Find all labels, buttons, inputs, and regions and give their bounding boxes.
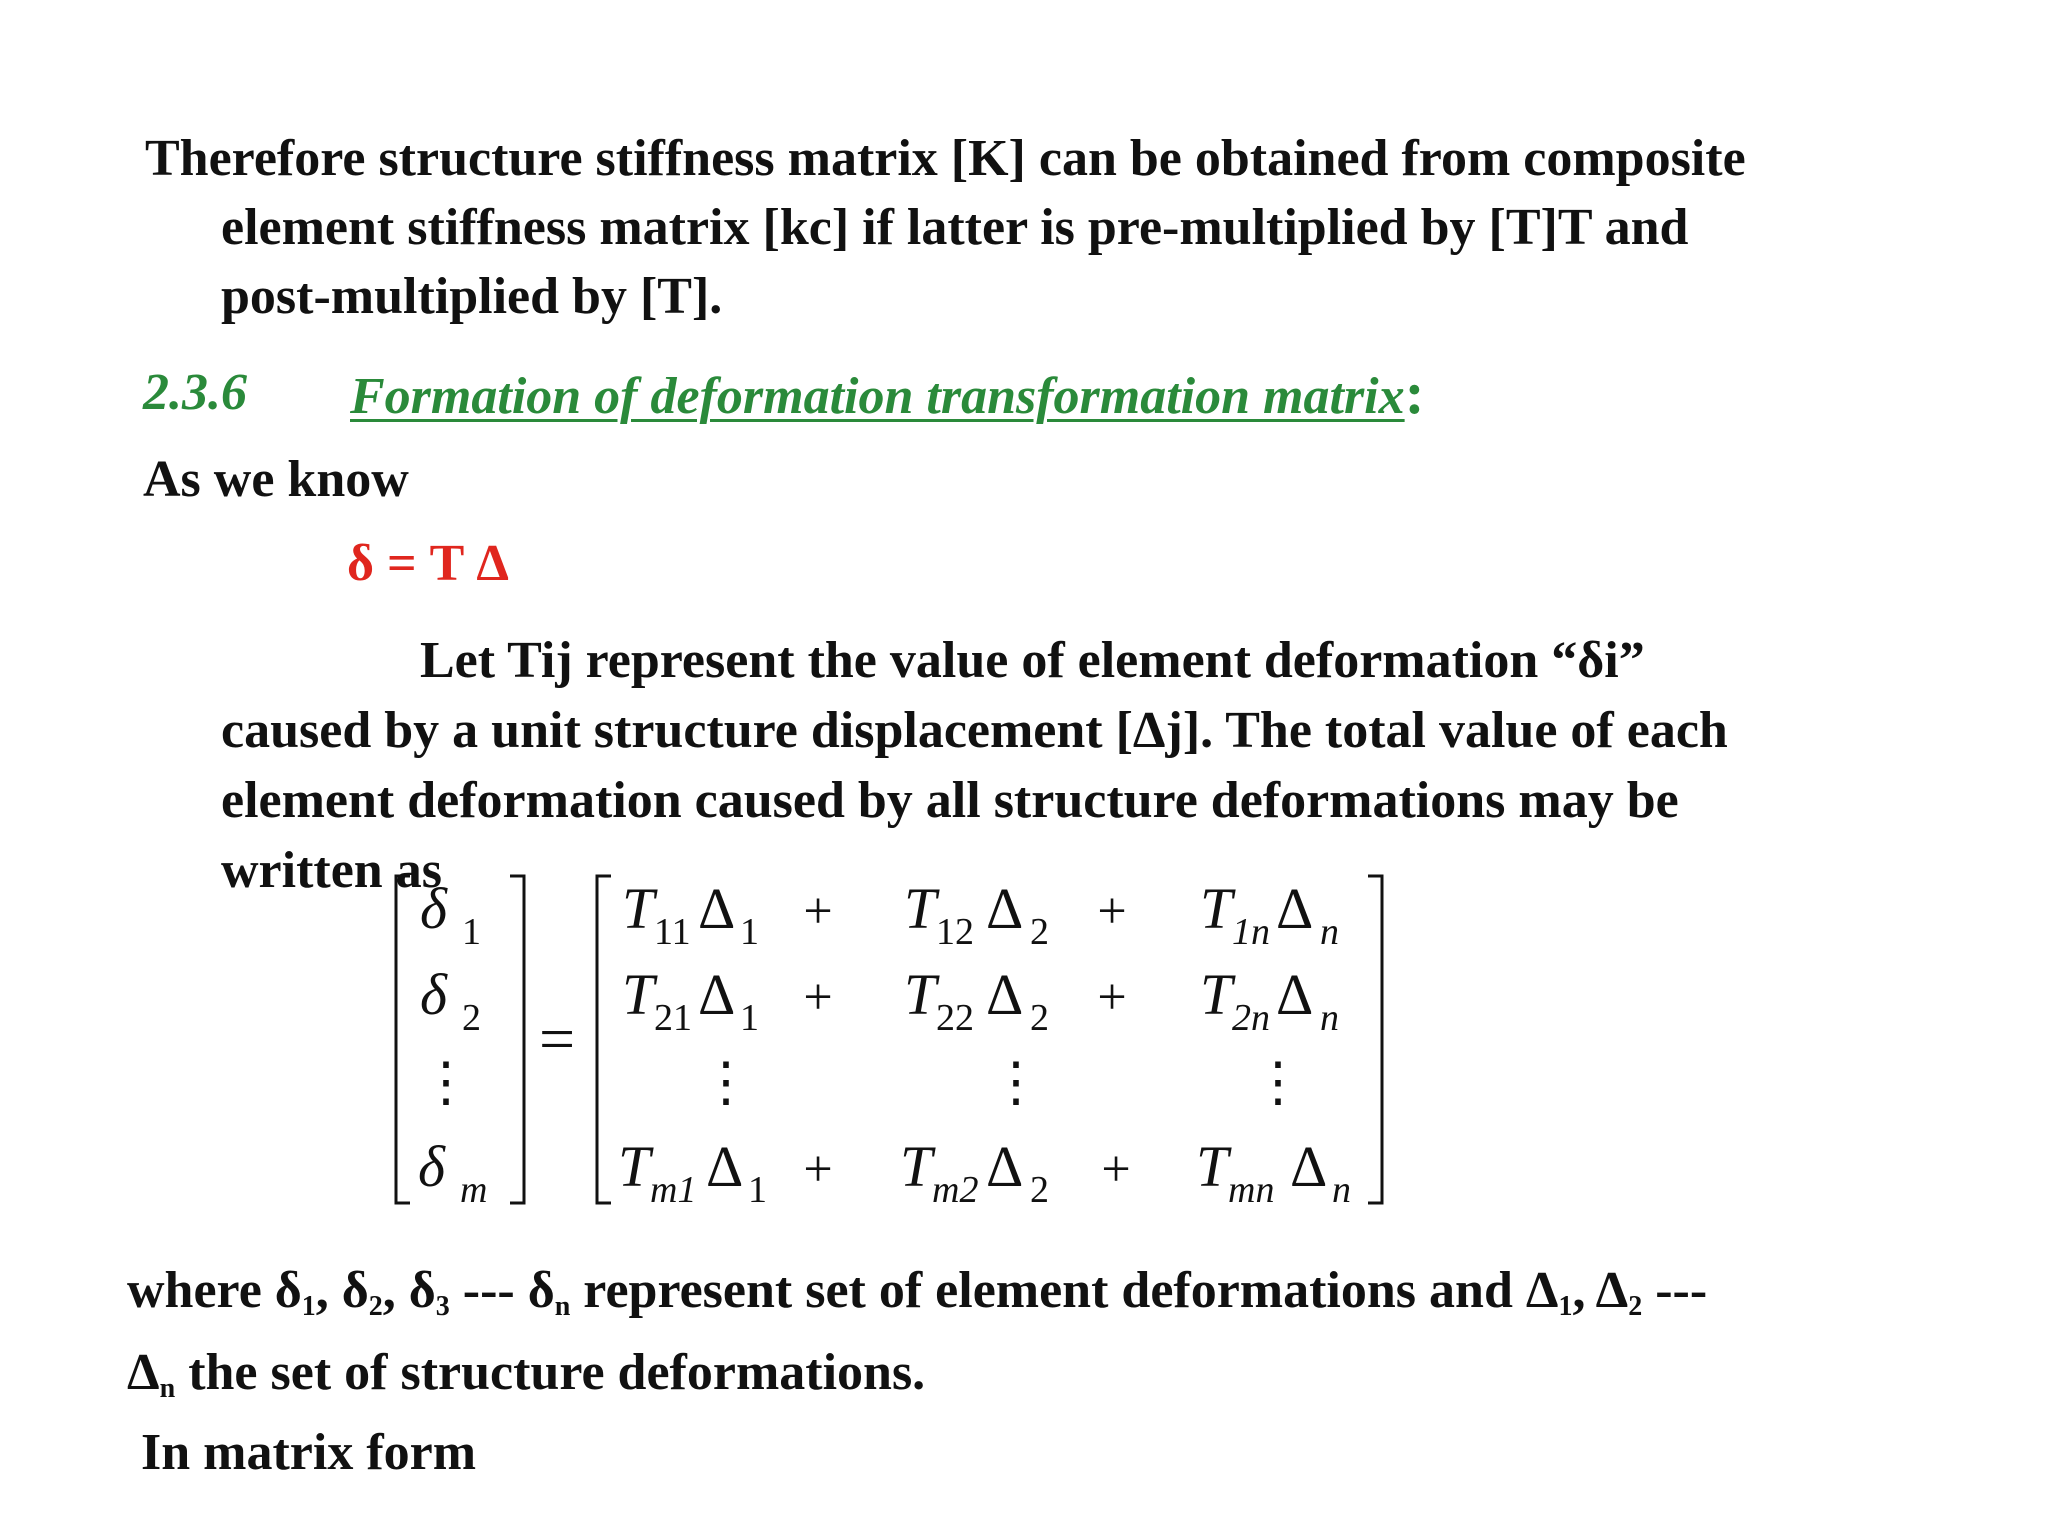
lhs-sub-m: m (460, 1169, 488, 1211)
svg-text:T: T (900, 1134, 933, 1199)
para2-line3: element deformation caused by all structure deformations may be (221, 772, 1679, 829)
vdots-col-1: ⋮ (699, 1052, 753, 1112)
rhs-right-bracket (1368, 876, 1382, 1203)
svg-text:+: + (1101, 1141, 1131, 1198)
svg-text:n: n (1332, 1169, 1351, 1211)
svg-text:Δ: Δ (698, 876, 736, 941)
svg-text:T: T (904, 962, 937, 1027)
para2-line1: Let Tij represent the value of element deformation “δi” (420, 632, 1645, 689)
svg-text:1: 1 (740, 911, 759, 953)
svg-text:Δ: Δ (1290, 1134, 1328, 1199)
svg-text:+: + (803, 1141, 833, 1198)
svg-text:1: 1 (748, 1169, 767, 1211)
svg-text:12: 12 (936, 911, 974, 953)
lhs-delta-m: δ (418, 1134, 445, 1199)
lhs-left-bracket (396, 876, 410, 1203)
matrix-row-2 (622, 962, 1339, 1039)
svg-text:11: 11 (654, 911, 691, 953)
svg-text:n: n (1320, 911, 1339, 953)
svg-text:+: + (803, 969, 833, 1026)
svg-text:2: 2 (1030, 911, 1049, 953)
svg-text:T: T (622, 876, 655, 941)
para1-line1: Therefore structure stiffness matrix [K] can be obtained from composite (145, 130, 1746, 187)
svg-text:Δ: Δ (1276, 876, 1314, 941)
svg-text:T: T (1200, 962, 1233, 1027)
para3-line1: where $\delta_1$, $\delta_2$, $\delta_3$ --- $\delta_n$ represent set of element deformations and $\Delta_1$, $\Delta_2$ --- (127, 1262, 1708, 1322)
svg-text:+: + (1097, 969, 1127, 1026)
lhs-sub-2: 2 (462, 997, 481, 1039)
svg-text:1: 1 (740, 997, 759, 1039)
para3-line2: $\Delta_n$ the set of structure deformations. (127, 1344, 926, 1404)
para2-line2: caused by a unit structure displacement [Δj]. The total value of each (221, 702, 1728, 759)
para1-line3: post-multiplied by [T]. (221, 268, 723, 325)
svg-text:22: 22 (936, 997, 974, 1039)
para1-line2: element stiffness matrix [kc] if latter is pre-multiplied by [T]T and (221, 199, 1689, 256)
svg-text:2: 2 (1030, 997, 1049, 1039)
matrix-row-m (618, 1134, 1351, 1211)
svg-text:Δ: Δ (698, 962, 736, 1027)
svg-text:T: T (904, 876, 937, 941)
para2-line4: written as (221, 842, 442, 899)
as-we-know: As we know (143, 451, 409, 508)
svg-text:+: + (803, 883, 833, 940)
svg-text:1n: 1n (1232, 911, 1270, 953)
section-title-text: Formation of deformation transformation matrix (350, 368, 1405, 425)
svg-text:m1: m1 (650, 1169, 697, 1211)
svg-text:mn: mn (1228, 1169, 1275, 1211)
equation-delta-T-Delta: δ = T Δ (347, 535, 509, 592)
equals-sign: = (538, 1003, 576, 1074)
in-matrix-form: In matrix form (141, 1424, 477, 1481)
matrix-row-1 (622, 876, 1339, 953)
svg-text:Δ: Δ (986, 962, 1024, 1027)
lhs-right-bracket (510, 876, 524, 1203)
rhs-left-bracket (597, 876, 611, 1203)
lhs-delta-2: δ (420, 962, 447, 1027)
section-number: 2.3.6 (143, 364, 247, 421)
svg-text:m2: m2 (932, 1169, 979, 1211)
svg-text:Δ: Δ (986, 876, 1024, 941)
svg-text:2: 2 (1030, 1169, 1049, 1211)
lhs-vdots: ⋮ (419, 1052, 473, 1112)
svg-text:T: T (1200, 876, 1233, 941)
svg-text:+: + (1097, 883, 1127, 940)
svg-text:Δ: Δ (706, 1134, 744, 1199)
lhs-delta-1: δ (420, 876, 447, 941)
svg-text:Δ: Δ (986, 1134, 1024, 1199)
svg-text:n: n (1320, 997, 1339, 1039)
svg-text:T: T (622, 962, 655, 1027)
svg-text:2n: 2n (1232, 997, 1270, 1039)
vdots-col-3: ⋮ (1251, 1052, 1305, 1112)
svg-text:Δ: Δ (1276, 962, 1314, 1027)
svg-text:21: 21 (654, 997, 692, 1039)
section-colon: : (1404, 360, 1425, 426)
lhs-sub-1: 1 (462, 911, 481, 953)
svg-text:T: T (1196, 1134, 1229, 1199)
svg-text:T: T (618, 1134, 651, 1199)
vdots-col-2: ⋮ (989, 1052, 1043, 1112)
